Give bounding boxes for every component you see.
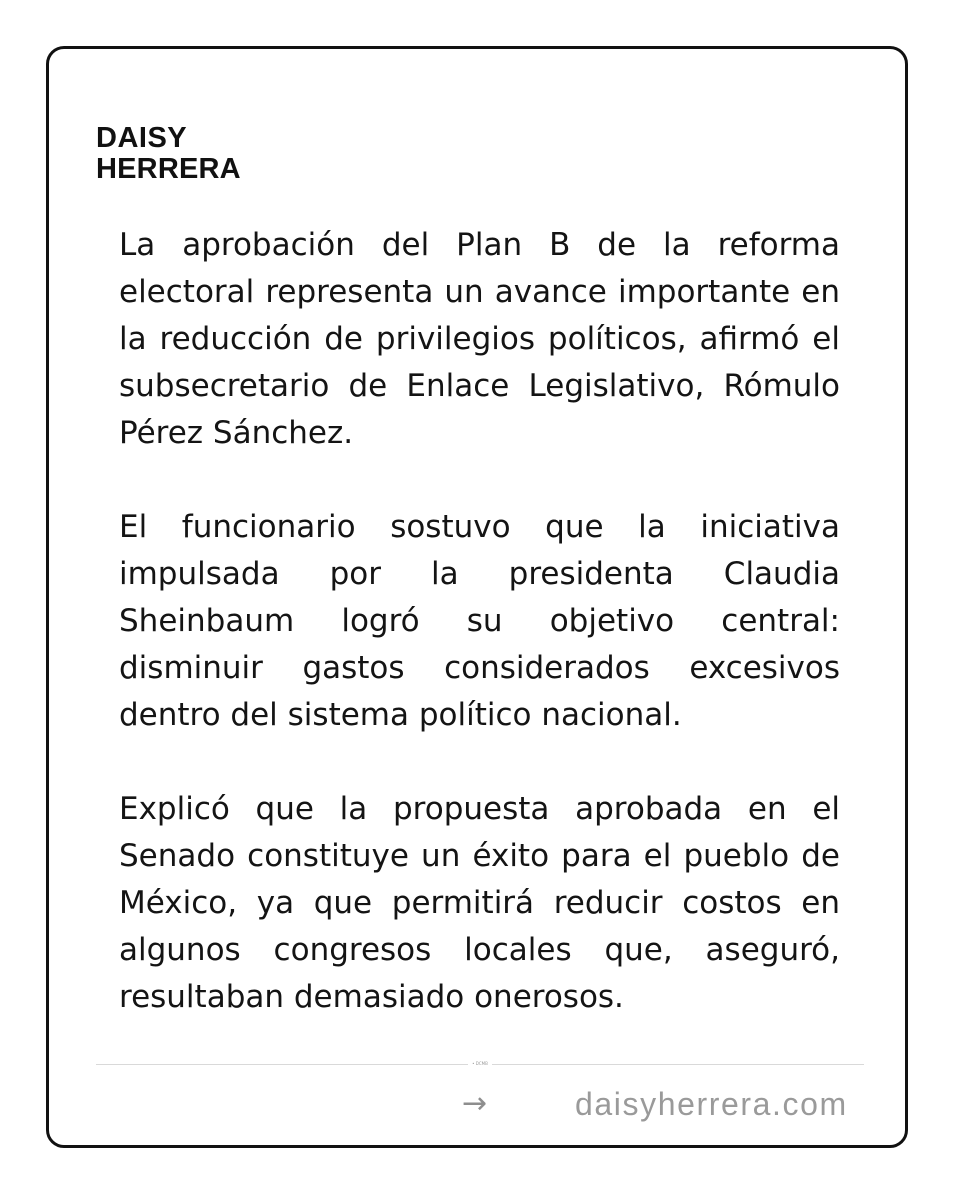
brand-last-name: HERRERA <box>96 153 241 185</box>
divider-mark: • DCMB <box>472 1061 488 1066</box>
website-link[interactable]: daisyherrera.com <box>575 1086 848 1122</box>
footer-divider-left <box>96 1064 468 1065</box>
arrow-right-icon: → <box>462 1086 488 1121</box>
article-body <box>119 222 840 1068</box>
brand-first-name: DAISY <box>96 122 188 154</box>
footer-divider-right <box>492 1064 864 1065</box>
paragraph-1: La aprobación del Plan B de la reforma electoral representa un avance importante en la reducción de privilegios políticos, afirmó el subsecretario de Enlace Legislativo, Rómulo Pérez Sánchez. <box>119 227 840 451</box>
paragraph-2: El funcionario sostuvo que la iniciativa impulsada por la presidenta Claudia Sheinbaum logró su objetivo central: disminuir gastos considerados excesivos dentro del sistema político nacional. <box>119 509 840 733</box>
brand-logo <box>96 124 241 184</box>
paragraph-3: Explicó que la propuesta aprobada en el Senado constituye un éxito para el pueblo de México, ya que permitirá reducir costos en algunos congresos locales que, aseguró, resultaban demasiado onerosos. <box>119 791 840 1015</box>
